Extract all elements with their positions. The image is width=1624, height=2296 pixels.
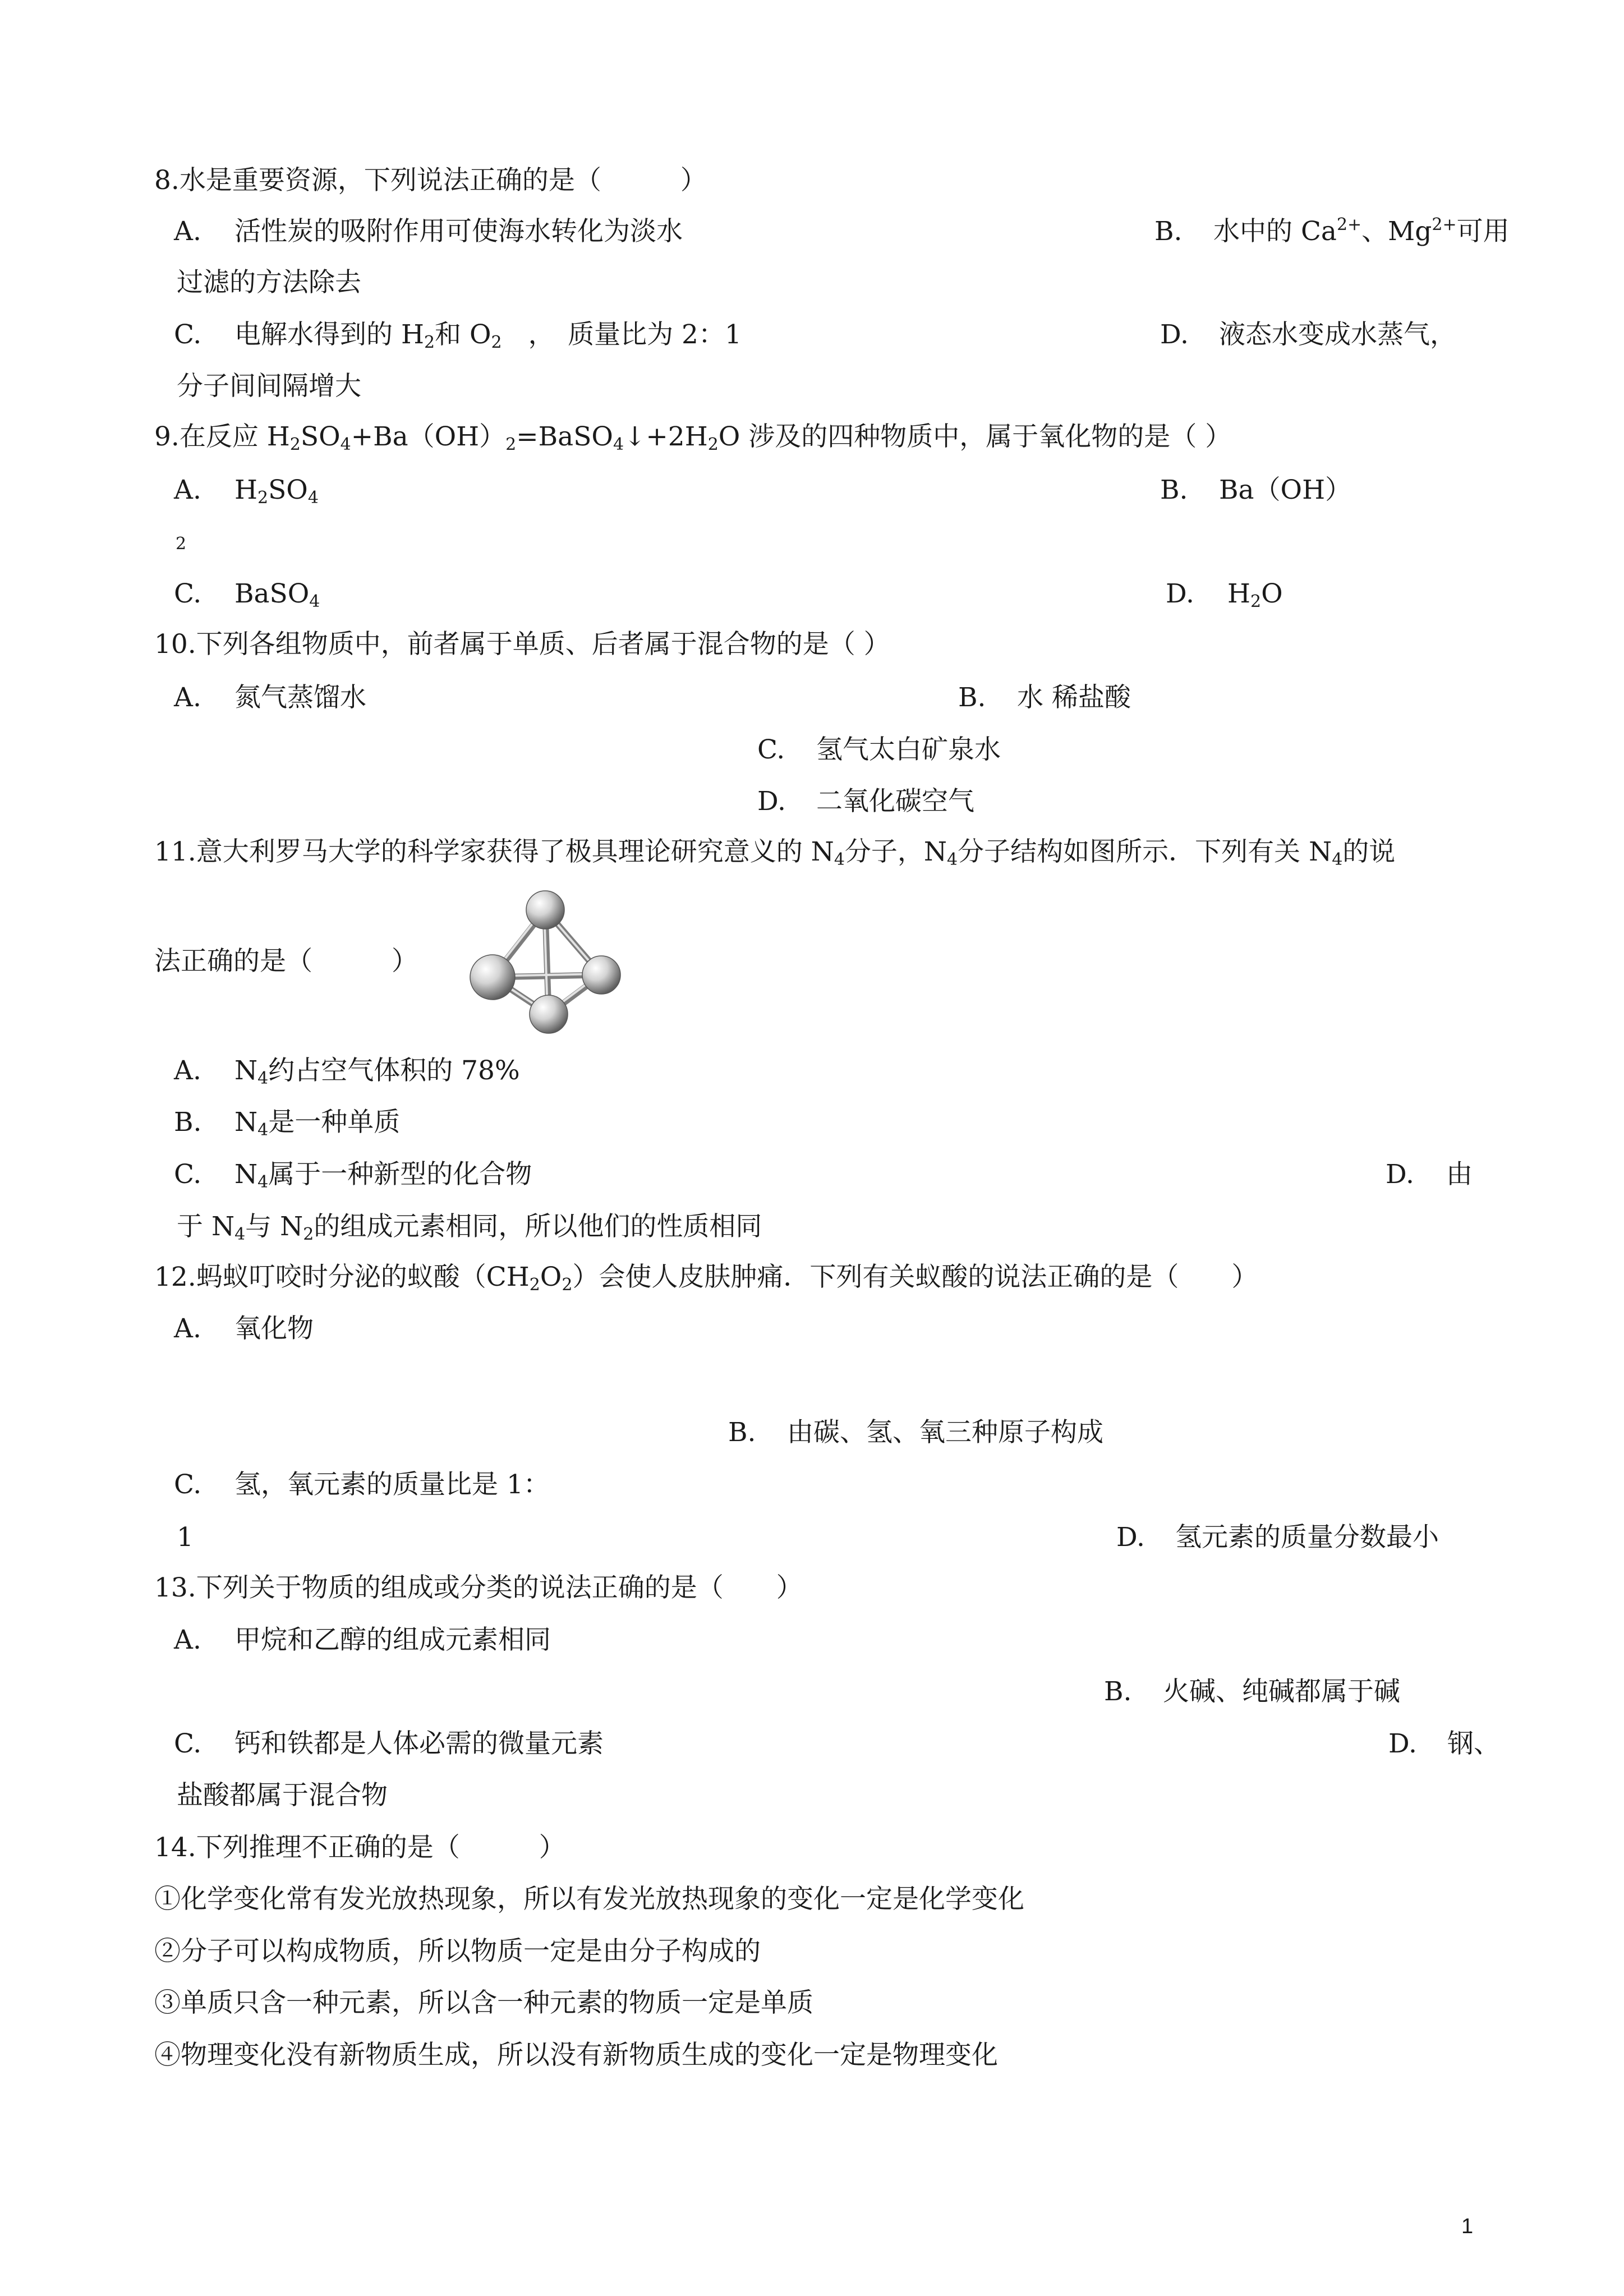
q12-option-a-label: A. [174,1313,201,1344]
q12-option-c-continued: 1 [177,1522,194,1553]
q11-option-c: $N_4$属于一种新型的化合物 [234,1159,532,1192]
q13-option-c: 钙和铁都是人体必需的微量元素 [234,1728,604,1759]
q10-option-a: 氮气蒸馏水 [234,682,366,713]
q8-option-d-label: D. [1160,319,1189,350]
q13-option-d-continued: 盐酸都属于混合物 [177,1780,388,1811]
q9-option-c: BaSO$_4$ [234,578,320,611]
q8-option-c: 电解水得到的 $H_2$和 $O_2$ ， 质量比为 2：1 [234,319,742,352]
atom-bottom [530,995,568,1033]
q9-option-d-label: D. [1166,578,1194,609]
q11-option-d: 由 [1446,1159,1473,1190]
q11-option-d-label: D. [1386,1159,1414,1190]
q13-option-d: 钢、 [1447,1728,1500,1759]
q14-statement-3: ③单质只含一种元素，所以含一种元素的物质一定是单质 [154,1987,813,2018]
q14-stem: 14.下列推理不正确的是（ ） [154,1832,565,1863]
q14-statement-1: ①化学变化常有发光放热现象，所以有发光放热现象的变化一定是化学变化 [154,1884,1024,1915]
q8-option-c-label: C. [174,319,202,350]
page-number: 1 [1461,2215,1474,2238]
q9-option-a-label: A. [174,475,201,505]
q9-option-b-label: B. [1160,475,1188,505]
q11-option-a-label: A. [174,1055,201,1086]
q14-statement-4: ④物理变化没有新物质生成，所以没有新物质生成的变化一定是物理变化 [154,2040,998,2070]
q11-option-d-continued: 于 $N_4$与 $N_2$的组成元素相同，所以他们的性质相同 [177,1211,762,1244]
q14-statement-2: ②分子可以构成物质，所以物质一定是由分子构成的 [154,1936,761,1967]
q9-option-d: $H_2O$ [1227,578,1283,611]
q12-option-d: 氢元素的质量分数最小 [1175,1522,1439,1553]
q11-stem: 11.意大利罗马大学的科学家获得了极具理论研究意义的 $N_4$分子，$N_4$分子结构如图所示．下列有关 $N_4$的说 [154,836,1396,869]
q11-option-a: $N_4$约占空气体积的 78% [234,1055,520,1088]
atom-top [526,891,564,929]
q12-option-c-label: C. [174,1469,202,1500]
q9-stem: 9.在反应 $H_2SO_4+Ba(OH)_2=BaSO_4↓+2H_2O$ 涉及的四种物质中，属于氧化物的是（ ） [154,421,1232,454]
q9-option-b-continued: 2 [176,534,187,554]
q10-option-d: 二氧化碳空气 [816,786,974,817]
q10-option-a-label: A. [174,682,201,713]
q8-option-d-continued: 分子间间隔增大 [177,371,361,402]
q13-option-b: 火碱、纯碱都属于碱 [1163,1676,1400,1707]
q8-option-a-label: A. [174,216,201,247]
q13-option-d-label: D. [1388,1728,1417,1759]
q13-option-c-label: C. [174,1728,202,1759]
q8-option-b: 水中的 $Ca^{2+}$、$Mg^{2+}$可用 [1213,215,1510,247]
q10-option-c-label: C. [757,734,785,765]
n4-molecule-diagram [460,886,628,1038]
q13-stem: 13.下列关于物质的组成或分类的说法正确的是（ ） [154,1572,803,1603]
q10-stem: 10.下列各组物质中，前者属于单质、后者属于混合物的是（ ） [154,629,890,660]
q8-option-b-label: B. [1154,216,1183,247]
q9-option-a: $H_2SO_4$ [234,475,319,508]
q9-option-c-label: C. [174,578,202,609]
q11-option-b: $N_4$是一种单质 [234,1107,401,1140]
atom-left [470,955,515,1000]
q10-option-d-label: D. [757,786,786,817]
q8-option-a: 活性炭的吸附作用可使海水转化为淡水 [234,216,683,247]
q12-option-b: 由碳、氢、氧三种原子构成 [787,1417,1103,1448]
q8-option-d: 液态水变成水蒸气， [1219,319,1456,350]
q13-option-a-label: A. [174,1625,201,1655]
q8-stem: 8.水是重要资源，下列说法正确的是（ ） [154,165,707,196]
q12-option-d-label: D. [1116,1522,1145,1553]
q12-option-b-label: B. [728,1417,756,1448]
q13-option-a: 甲烷和乙醇的组成元素相同 [234,1625,551,1655]
q10-option-c: 氢气太白矿泉水 [816,734,1001,765]
q8-option-b-continued: 过滤的方法除去 [177,267,361,298]
q11-stem-continued: 法正确的是（ ） [154,946,418,977]
q13-option-b-label: B. [1104,1676,1132,1707]
q12-stem: 12.蚂蚁叮咬时分泌的蚁酸$(CH_2O_2)$会使人皮肤肿痛．下列有关蚁酸的说法正确的是（ ） [154,1262,1258,1295]
q12-option-a: 氧化物 [234,1313,314,1344]
q10-option-b: 水 稀盐酸 [1017,682,1131,713]
q9-option-b: Ba（OH） [1219,475,1352,505]
q12-option-c: 氢，氧元素的质量比是 1： [234,1469,550,1500]
atom-right [582,956,620,994]
q11-option-b-label: B. [174,1107,202,1138]
q11-option-c-label: C. [174,1159,202,1190]
q10-option-b-label: B. [958,682,986,713]
